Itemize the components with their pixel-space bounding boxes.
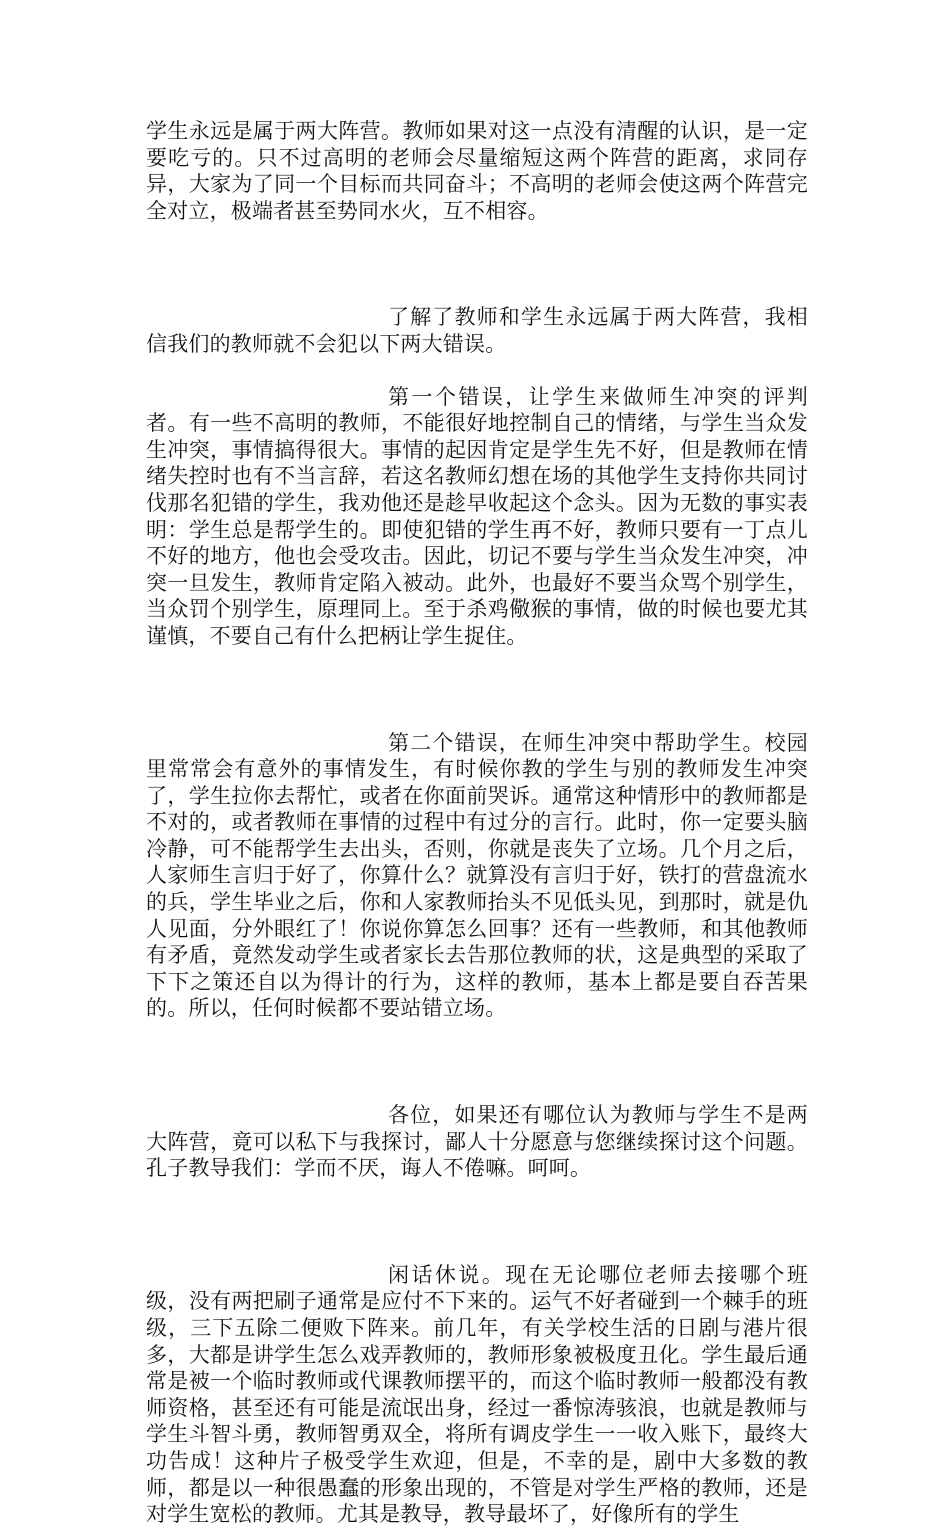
paragraph-gap (146, 1182, 808, 1262)
paragraph-intro: 学生永远是属于两大阵营。教师如果对这一点没有清醒的认识，是一定要吃亏的。只不过高明的老师会尽量缩短这两个阵营的距离，求同存异，大家为了同一个目标而共同奋斗；不高明的老师会使这两个阵营完全对立，极端者甚至势同水火，互不相容。 (146, 119, 808, 223)
paragraph-gap (146, 224, 808, 304)
paragraph-first-error: 第一个错误，让学生来做师生冲突的评判者。有一些不高明的教师，不能很好地控制自己的情绪，与学生当众发生冲突，事情搞得很大。事情的起因肯定是学生先不好，但是教师在情绪失控时也有不当言辞，若这名教师幻想在场的其他学生支持你共同讨伐那名犯错的学生，我劝他还是趁早收起这个念头。因为无数的事实表明：学生总是帮学生的。即使犯错的学生再不好，教师只要有一丁点儿不好的地方，他也会受攻击。因此，切记不要与学生当众发生冲突，冲突一旦发生，教师肯定陷入被动。此外，也最好不要当众骂个别学生，当众罚个别学生，原理同上。至于杀鸡儆猴的事情，做的时候也要尤其谨慎，不要自己有什么把柄让学生捉住。 (146, 384, 808, 648)
paragraph-two-errors: 了解了教师和学生永远属于两大阵营，我相信我们的教师就不会犯以下两大错误。 (146, 305, 808, 356)
paragraph-gap (146, 358, 808, 384)
paragraph-digression: 闲话休说。现在无论哪位老师去接哪个班级，没有两把刷子通常是应付不下来的。运气不好者碰到一个棘手的班级，三下五除二便败下阵来。前几年，有关学校生活的日剧与港片很多，大都是讲学生怎么戏弄教师的，教师形象被极度丑化。学生最后通常是被一个临时教师或代课教师摆平的，而这个临时教师一般都没有教师资格，甚至还有可能是流氓出身，经过一番惊涛骇浪，也就是教师与学生斗智斗勇，教师智勇双全，将所有调皮学生一一收入账下，最终大功告成！这种片子极受学生欢迎，但是，不幸的是，剧中大多数的教师，都是以一种很愚蠢的形象出现的，不管是对学生严格的教师，还是对学生宽松的教师。尤其是教导，教导最坏了，好像所有的学生 (146, 1262, 808, 1527)
document-page (146, 118, 808, 1528)
paragraph-invitation: 各位，如果还有哪位认为教师与学生不是两大阵营，竟可以私下与我探讨，鄙人十分愿意与您继续探讨这个问题。孔子教导我们：学而不厌，诲人不倦嘛。呵呵。 (146, 1103, 808, 1181)
paragraph-gap (146, 1022, 808, 1102)
paragraph-second-error: 第二个错误，在师生冲突中帮助学生。校园里常常会有意外的事情发生，有时候你教的学生与别的教师发生冲突了，学生拉你去帮忙，或者在你面前哭诉。通常这种情形中的教师都是不对的，或者教师在事情的过程中有过分的言行。此时，你一定要头脑冷静，可不能帮学生去出头，否则，你就是丧失了立场。几个月之后，人家师生言归于好了，你算什么？就算没有言归于好，铁打的营盘流水的兵，学生毕业之后，你和人家教师抬头不见低头见，到那时，就是仇人见面，分外眼红了！你说你算怎么回事？还有一些教师，和其他教师有矛盾，竟然发动学生或者家长去告那位教师的状，这是典型的采取了下下之策还自以为得计的行为，这样的教师，基本上都是要自吞苦果的。所以，任何时候都不要站错立场。 (146, 730, 808, 1021)
paragraph-gap (146, 650, 808, 730)
